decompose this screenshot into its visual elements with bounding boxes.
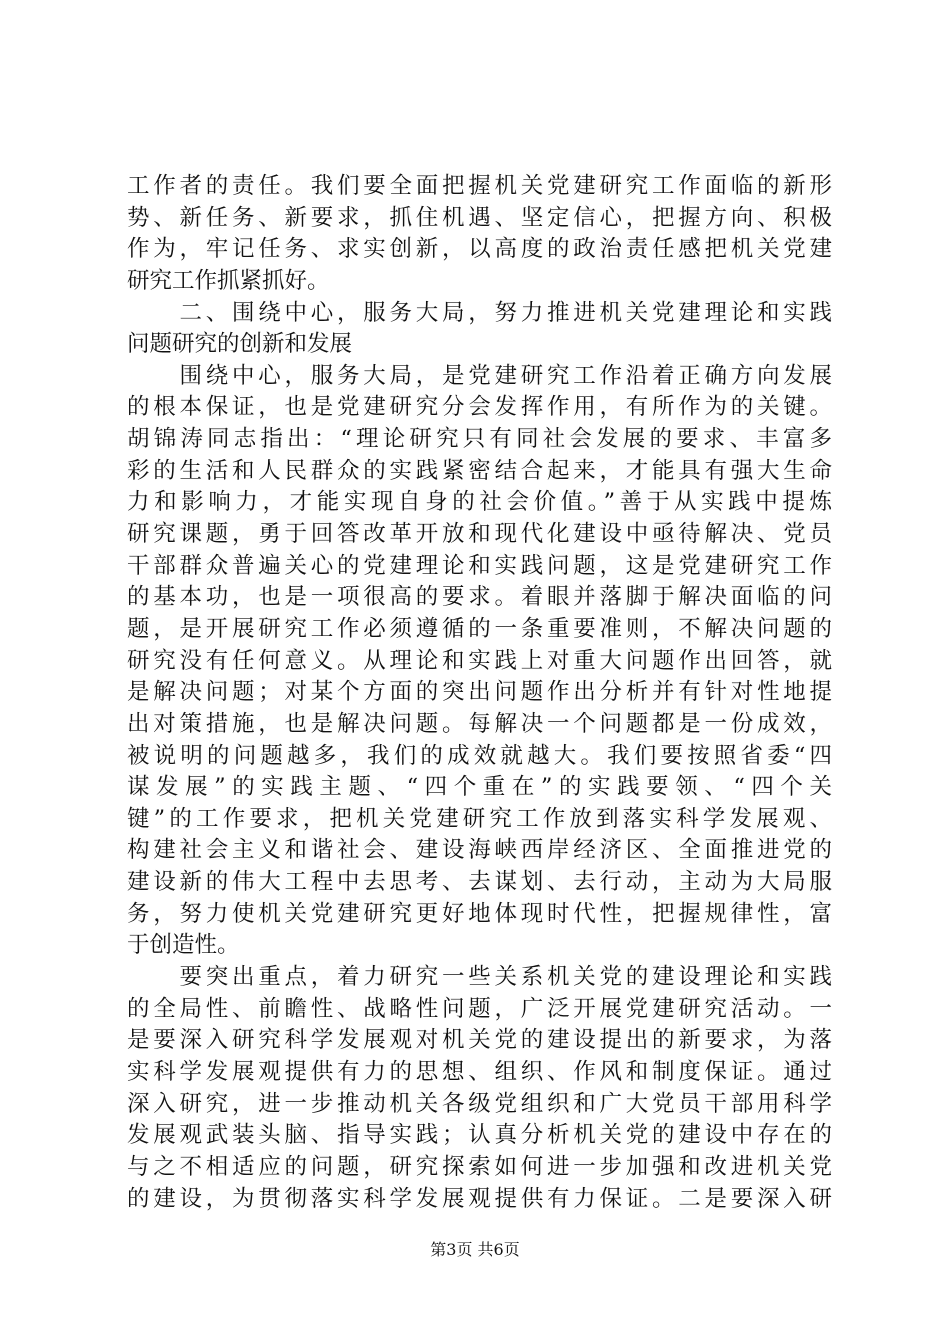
- text-line: 实科学发展观提供有力的思想、组织、作风和制度保证。通过: [127, 1058, 832, 1085]
- text-line: 发展观武装头脑、指导实践；认真分析机关党的建设中存在的: [127, 1122, 832, 1149]
- text-line: 的基本功，也是一项很高的要求。着眼并落脚于解决面临的问: [127, 584, 832, 611]
- text-line: 深入研究，进一步推动机关各级党组织和广大党员干部用科学: [127, 1090, 832, 1117]
- text-line: 键”的工作要求，把机关党建研究工作放到落实科学发展观、: [127, 805, 832, 832]
- text-line: 势、新任务、新要求，抓住机遇、坚定信心，把握方向、积极: [127, 204, 832, 231]
- text-line: 的根本保证，也是党建研究分会发挥作用，有所作为的关键。: [127, 394, 832, 421]
- text-line: 的全局性、前瞻性、战略性问题，广泛开展党建研究活动。一: [127, 995, 832, 1022]
- text-line: 谋发展”的实践主题、“四个重在”的实践要领、“四个关: [127, 774, 832, 801]
- page-footer: 第3页 共6页: [430, 1240, 520, 1259]
- text-line: 力和影响力，才能实现自身的社会价值。”善于从实践中提炼: [127, 489, 832, 516]
- text-line: 二、围绕中心，服务大局，努力推进机关党建理论和实践: [127, 299, 832, 326]
- body-text: [127, 171, 832, 1215]
- text-line: 被说明的问题越多，我们的成效就越大。我们要按照省委“四: [127, 742, 832, 769]
- text-line: 构建社会主义和谐社会、建设海峡西岸经济区、全面推进党的: [127, 837, 832, 864]
- text-line: 务，努力使机关党建研究更好地体现时代性，把握规律性，富: [127, 900, 832, 927]
- text-line: 要突出重点，着力研究一些关系机关党的建设理论和实践: [127, 964, 832, 991]
- text-line: 与之不相适应的问题，研究探索如何进一步加强和改进机关党: [127, 1153, 832, 1180]
- text-line: 研究工作抓紧抓好。: [127, 267, 330, 294]
- text-line: 题，是开展研究工作必须遵循的一条重要准则，不解决问题的: [127, 615, 832, 642]
- text-line: 出对策措施，也是解决问题。每解决一个问题都是一份成效，: [127, 710, 832, 737]
- text-line: 研究没有任何意义。从理论和实践上对重大问题作出回答，就: [127, 647, 832, 674]
- text-line: 彩的生活和人民群众的实践紧密结合起来，才能具有强大生命: [127, 457, 832, 484]
- text-line: 工作者的责任。我们要全面把握机关党建研究工作面临的新形: [127, 173, 832, 199]
- text-line: 是解决问题；对某个方面的突出问题作出分析并有针对性地提: [127, 679, 832, 706]
- text-line: 的建设，为贯彻落实科学发展观提供有力保证。二是要深入研: [127, 1185, 832, 1212]
- text-line: 围绕中心，服务大局，是党建研究工作沿着正确方向发展: [127, 362, 832, 389]
- text-line: 问题研究的创新和发展: [127, 331, 353, 358]
- text-line: 胡锦涛同志指出：“理论研究只有同社会发展的要求、丰富多: [127, 426, 832, 453]
- text-line: 建设新的伟大工程中去思考、去谋划、去行动，主动为大局服: [127, 869, 832, 896]
- text-line: 作为，牢记任务、求实创新，以高度的政治责任感把机关党建: [127, 236, 832, 263]
- text-line: 干部群众普遍关心的党建理论和实践问题，这是党建研究工作: [127, 552, 832, 579]
- text-line: 研究课题，勇于回答改革开放和现代化建设中亟待解决、党员: [127, 521, 832, 548]
- text-line: 于创造性。: [127, 932, 240, 959]
- text-line: 是要深入研究科学发展观对机关党的建设提出的新要求，为落: [127, 1027, 832, 1054]
